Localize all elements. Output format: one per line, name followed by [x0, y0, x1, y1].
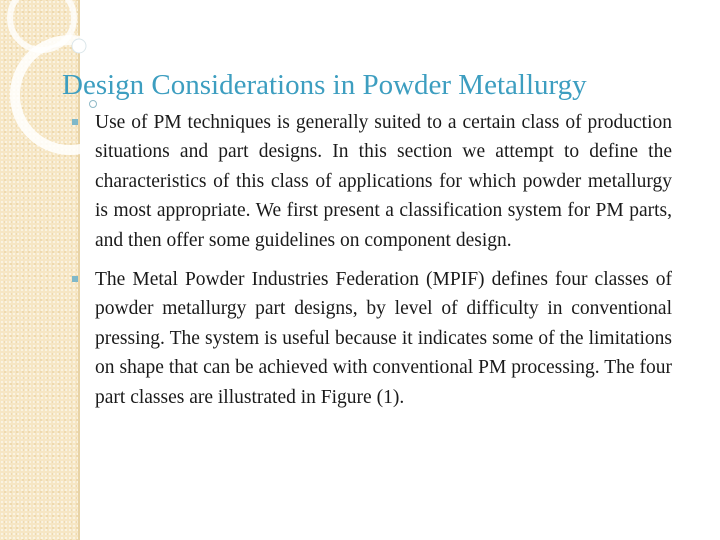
- bullet-text: Use of PM techniques is generally suited to a certain class of production situations and part designs. In this section we attempt to define the characteristics of this class of applications for which powder metallurgy is most appropriate. We first present a classification system for PM parts, and then offer some guidelines on component design.: [95, 112, 672, 251]
- bullet-list: [72, 108, 672, 422]
- white-dot: [72, 39, 86, 53]
- square-bullet-icon: [72, 276, 78, 282]
- bullet-text: The Metal Powder Industries Federation (MPIF) defines four classes of powder metallurgy part designs, by level of difficulty in conventional pressing. The system is useful because it indicates some of the limitations on shape that can be achieved with conventional PM processing. The four part classes are illustrated in Figure (1).: [95, 269, 672, 408]
- bullet-item: [72, 265, 672, 412]
- bullet-item: [72, 108, 672, 255]
- slide-title: Design Considerations in Powder Metallurgy: [62, 69, 587, 101]
- square-bullet-icon: [72, 119, 78, 125]
